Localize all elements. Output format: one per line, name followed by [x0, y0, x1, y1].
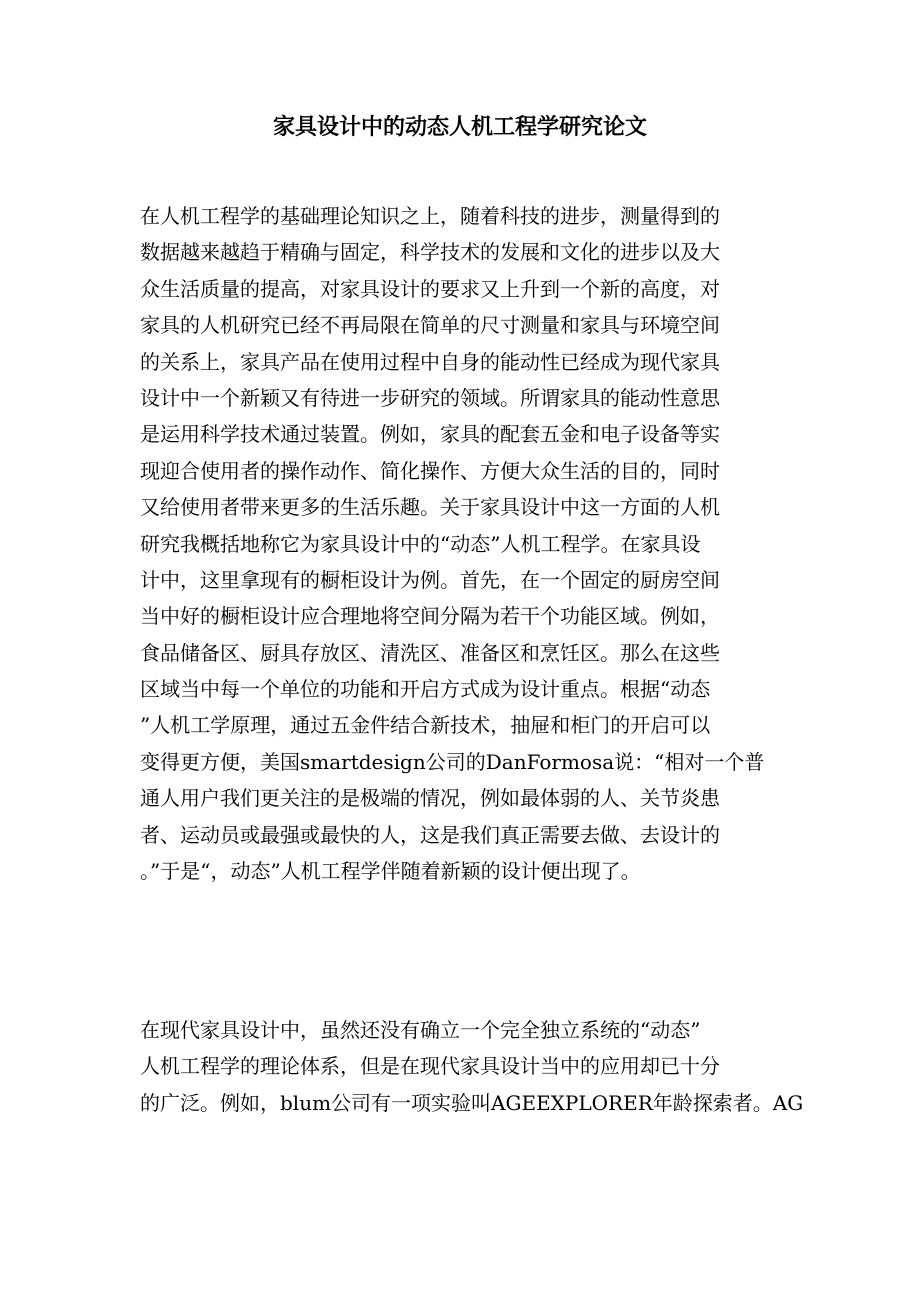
text-line: 是运用科学技术通过装置。例如，家具的配套五金和电子设备等实	[140, 422, 720, 447]
text-line: 的广泛。例如，blum公司有一项实验叫AGEEXPLORER年龄探索者。AG	[140, 1090, 804, 1115]
text-line: 食品储备区、厨具存放区、清洗区、准备区和烹饪区。那么在这些	[140, 640, 720, 665]
text-line: 当中好的橱柜设计应合理地将空间分隔为若干个功能区域。例如，	[140, 604, 720, 629]
text-line: 区域当中每一个单位的功能和开启方式成为设计重点。根据“动态	[140, 677, 711, 702]
text-line: 在现代家具设计中，虽然还没有确立一个完全独立系统的“动态”	[140, 1018, 701, 1042]
text-line: 众生活质量的提高，对家具设计的要求又上升到一个新的高度，对	[140, 276, 720, 301]
text-line: 。”于是“，动态”人机工程学伴随着新颖的设计便出现了。	[140, 859, 641, 884]
text-line: 家具的人机研究已经不再局限在简单的尺寸测量和家具与环境空间	[140, 313, 720, 338]
text-line: 的关系上，家具产品在使用过程中自身的能动性已经成为现代家具	[140, 349, 720, 374]
text-line: 变得更方便，美国smartdesign公司的DanFormosa说：“相对一个普	[140, 749, 765, 774]
text-line: 又给使用者带来更多的生活乐趣。关于家具设计中这一方面的人机	[140, 495, 720, 520]
text-line: 通人用户我们更关注的是极端的情况，例如最体弱的人、关节炎患	[140, 786, 720, 811]
paragraph-1	[140, 198, 780, 889]
text-line: 设计中一个新颖又有待进一步研究的领域。所谓家具的能动性意思	[140, 385, 720, 410]
document-title: 家具设计中的动态人机工程学研究论文	[272, 114, 647, 140]
text-line: 数据越来越趋于精确与固定，科学技术的发展和文化的进步以及大	[140, 240, 720, 265]
paragraph-2	[140, 1012, 804, 1121]
text-line: 现迎合使用者的操作动作、简化操作、方便大众生活的目的，同时	[140, 458, 720, 483]
text-line: 人机工程学的理论体系，但是在现代家具设计当中的应用却已十分	[140, 1054, 720, 1079]
text-line: 者、运动员或最强或最快的人，这是我们真正需要去做、去设计的	[140, 822, 720, 847]
text-line: 在人机工程学的基础理论知识之上，随着科技的进步，测量得到的	[140, 204, 720, 228]
text-line: 研究我概括地称它为家具设计中的“动态”人机工程学。在家具设	[140, 531, 701, 556]
text-line: 计中，这里拿现有的橱柜设计为例。首先，在一个固定的厨房空间	[140, 567, 720, 592]
text-line: ”人机工学原理，通过五金件结合新技术，抽屉和柜门的开启可以	[140, 713, 711, 738]
